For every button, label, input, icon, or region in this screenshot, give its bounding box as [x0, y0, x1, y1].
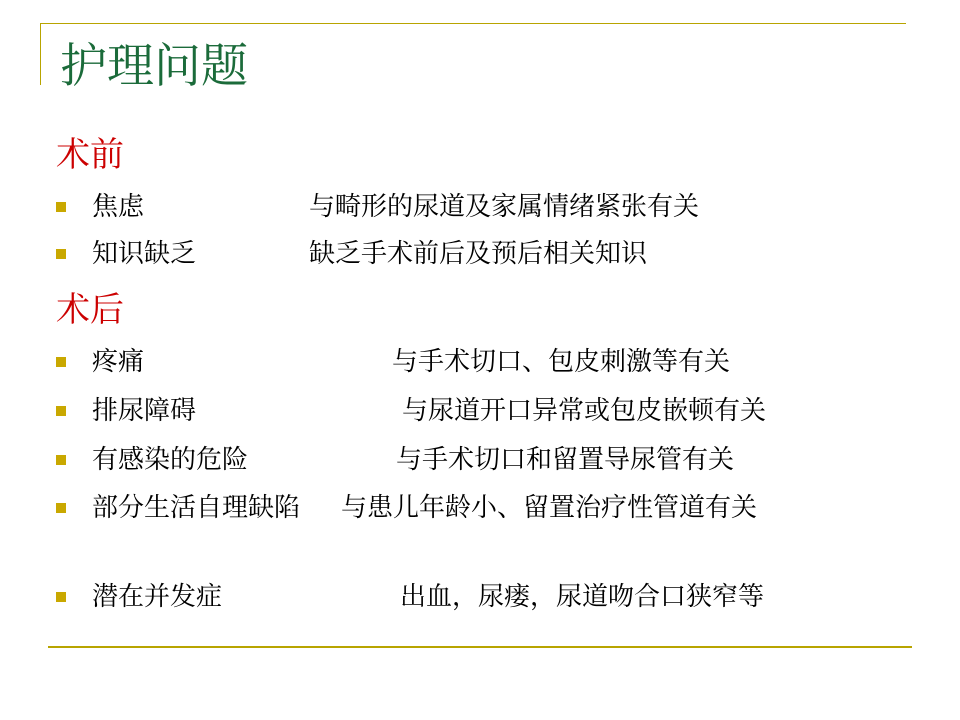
- item-term: 疼痛: [92, 347, 145, 377]
- bottom-rule: [48, 646, 912, 648]
- item-term: 排尿障碍: [92, 396, 197, 426]
- item-term: 有感染的危险: [92, 445, 249, 475]
- item-term: 部分生活自理缺陷: [92, 493, 301, 523]
- square-bullet-icon: [56, 406, 66, 416]
- square-bullet-icon: [56, 202, 66, 212]
- top-rule: [40, 23, 906, 24]
- square-bullet-icon: [56, 455, 66, 465]
- item-cause: 与患儿年龄小、留置治疗性管道有关: [341, 493, 758, 523]
- square-bullet-icon: [56, 249, 66, 259]
- list-item: [56, 488, 906, 568]
- item-cause: 与手术切口、包皮刺激等有关: [392, 347, 731, 377]
- item-cause: 缺乏手术前后及预后相关知识: [309, 239, 648, 269]
- slide-title: 护理问题: [60, 39, 248, 94]
- item-cause: 与手术切口和留置导尿管有关: [396, 445, 735, 475]
- item-cause: 与畸形的尿道及家属情绪紧张有关: [309, 192, 700, 222]
- item-term: 焦虑: [92, 192, 145, 222]
- item-cause: 与尿道开口异常或包皮嵌顿有关: [402, 396, 767, 426]
- section-heading-preop: 术前: [56, 135, 124, 175]
- square-bullet-icon: [56, 592, 66, 602]
- left-rule: [40, 23, 41, 85]
- section-heading-postop: 术后: [56, 290, 124, 330]
- square-bullet-icon: [56, 357, 66, 367]
- item-text: [92, 488, 912, 528]
- square-bullet-icon: [56, 503, 66, 513]
- item-term: 潜在并发症: [92, 582, 223, 612]
- item-term: 知识缺乏: [92, 239, 197, 269]
- item-cause: 出血，尿瘘，尿道吻合口狭窄等: [400, 582, 765, 612]
